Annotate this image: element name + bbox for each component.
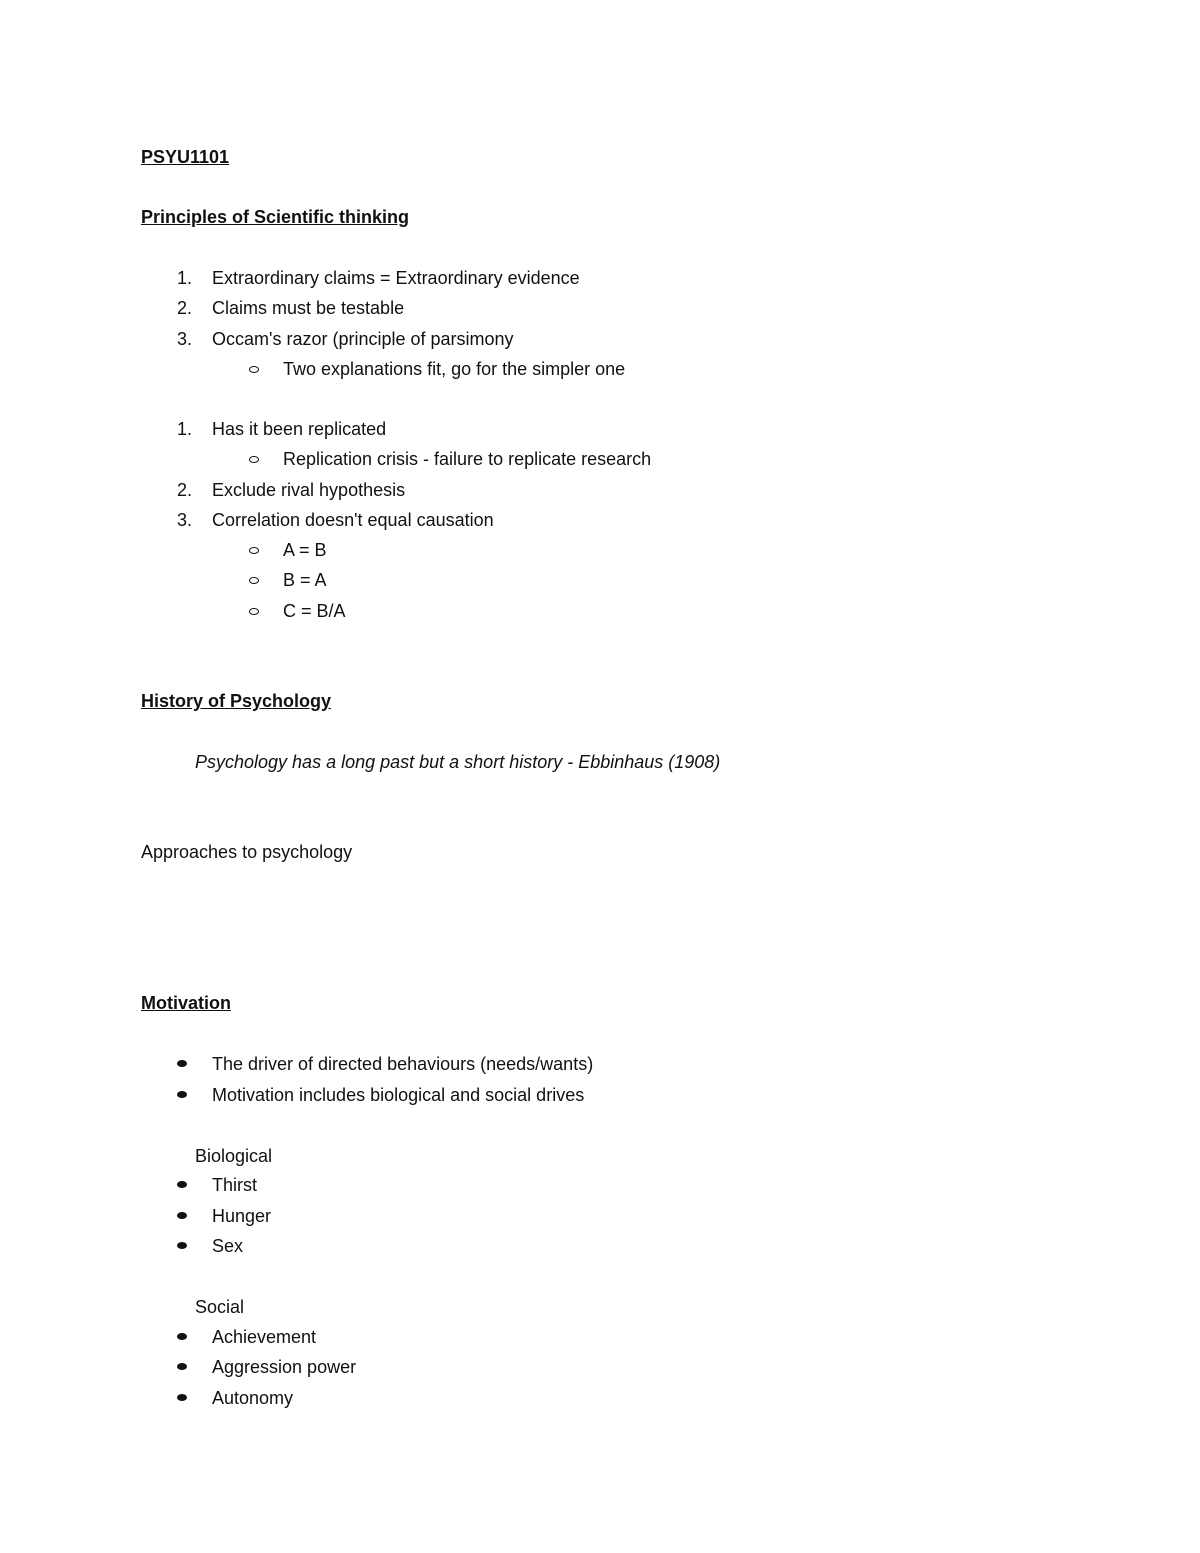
list-number: 1. (176, 419, 192, 439)
bullet-icon (177, 1394, 187, 1401)
list-item: Hunger (212, 1206, 272, 1226)
list-number: 3. (176, 329, 192, 349)
sub-list-item: Replication crisis - failure to replicate research (283, 449, 652, 469)
list-number: 2. (176, 480, 192, 500)
bullet-icon (177, 1091, 187, 1098)
hollow-bullet-icon (249, 608, 259, 615)
hollow-bullet-icon (249, 577, 259, 584)
list-item: Sex (212, 1236, 244, 1256)
list-item: Autonomy (212, 1388, 294, 1408)
hollow-bullet-icon (249, 547, 259, 554)
scientific-thinking-heading: Principles of Scientific thinking (141, 207, 410, 227)
list-item: Exclude rival hypothesis (212, 480, 406, 500)
list-number: 1. (176, 268, 192, 288)
bullet-icon (177, 1333, 187, 1340)
list-item: Motivation includes biological and social drives (212, 1085, 585, 1105)
list-item: Correlation doesn't equal causation (212, 510, 494, 530)
list-item: Claims must be testable (212, 298, 405, 318)
list-item: Occam's razor (principle of parsimony (212, 329, 514, 349)
sub-list-item: C = B/A (283, 601, 346, 621)
list-item: Thirst (212, 1175, 257, 1195)
sub-list-item: A = B (283, 540, 327, 560)
hollow-bullet-icon (249, 366, 259, 373)
course-code: PSYU1101 (141, 147, 230, 167)
bullet-icon (177, 1363, 187, 1370)
history-quote: Psychology has a long past but a short history - Ebbinhaus (1908) (195, 752, 721, 772)
list-item: Has it been replicated (212, 419, 387, 439)
motivation-heading: Motivation (141, 993, 231, 1013)
social-label: Social (195, 1297, 245, 1317)
bullet-icon (177, 1060, 187, 1067)
list-number: 3. (176, 510, 192, 530)
bullet-icon (177, 1181, 187, 1188)
bullet-icon (177, 1212, 187, 1219)
history-heading: History of Psychology (141, 691, 332, 711)
biological-label: Biological (195, 1146, 273, 1166)
list-item: Extraordinary claims = Extraordinary evidence (212, 268, 580, 288)
hollow-bullet-icon (249, 456, 259, 463)
list-number: 2. (176, 298, 192, 318)
approaches-label: Approaches to psychology (141, 842, 353, 862)
list-item: Aggression power (212, 1357, 357, 1377)
bullet-icon (177, 1242, 187, 1249)
list-item: The driver of directed behaviours (needs/wants) (212, 1054, 594, 1074)
sub-list-item: B = A (283, 570, 327, 590)
list-item: Achievement (212, 1327, 317, 1347)
sub-list-item: Two explanations fit, go for the simpler one (283, 359, 626, 379)
